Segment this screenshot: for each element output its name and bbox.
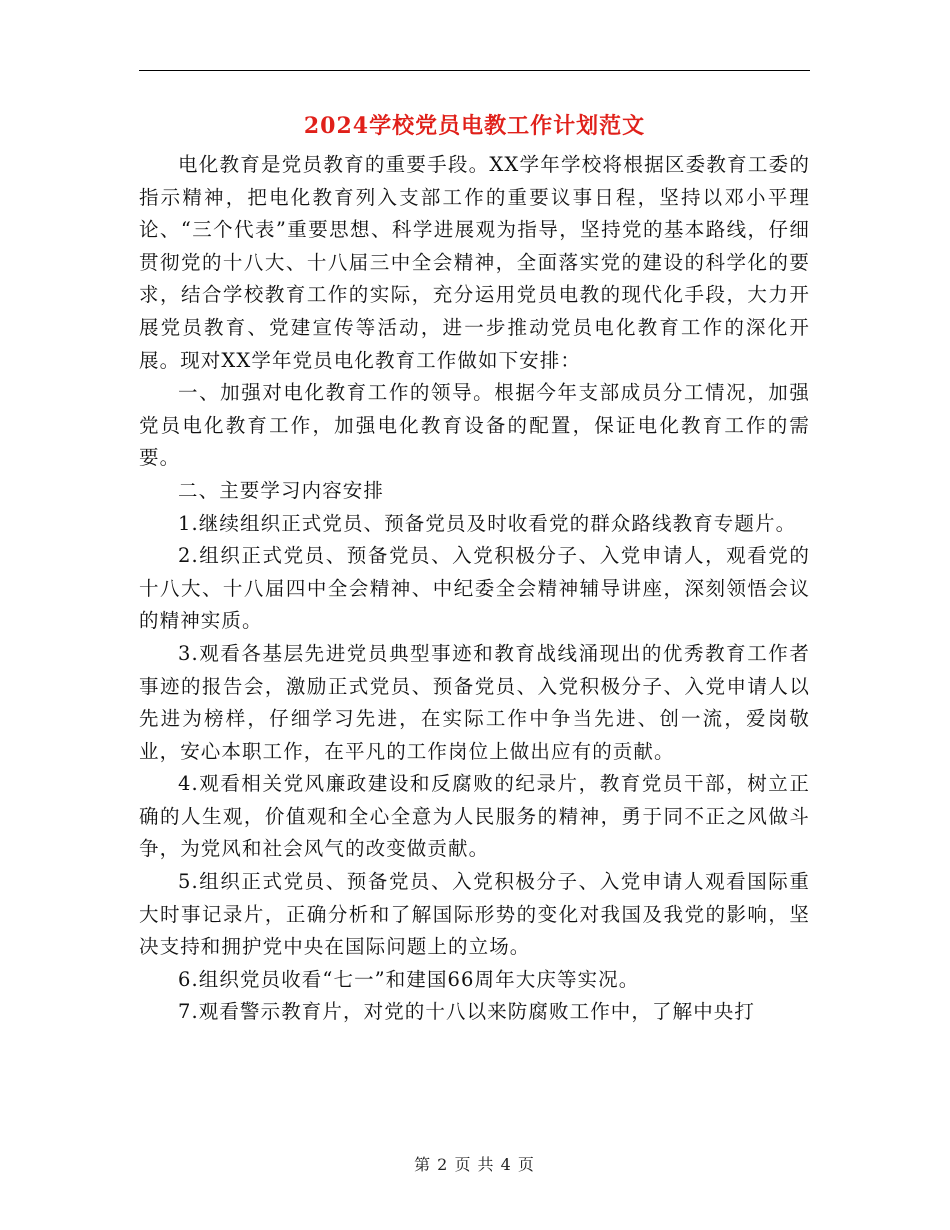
document-body — [139, 149, 810, 1029]
paragraph-item-4: 4.观看相关党风廉政建设和反腐败的纪录片，教育党员干部，树立正确的人生观，价值观和全心全意为人民服务的精神，勇于同不正之风做斗争，为党风和社会风气的改变做贡献。 — [139, 772, 810, 861]
paragraph-section-1: 一、加强对电化教育工作的领导。根据今年支部成员分工情况，加强党员电化教育工作，加强电化教育设备的配置，保证电化教育工作的需要。 — [139, 381, 810, 470]
paragraph-item-3: 3.观看各基层先进党员典型事迹和教育战线涌现出的优秀教育工作者事迹的报告会，激励正式党员、预备党员、入党积极分子、入党申请人以先进为榜样，仔细学习先进，在实际工作中争当先进、创一流，爱岗敬业，安心本职工作，在平凡的工作岗位上做出应有的贡献。 — [139, 641, 810, 763]
paragraph-item-2: 2.组织正式党员、预备党员、入党积极分子、入党申请人，观看党的十八大、十八届四中全会精神、中纪委全会精神辅导讲座，深刻领悟会议的精神实质。 — [139, 544, 810, 633]
paragraph-item-7: 7.观看警示教育片，对党的十八以来防腐败工作中，了解中央打 — [178, 1000, 756, 1024]
paragraph-item-6: 6.组织党员收看“七一”和建国66周年大庆等实况。 — [178, 967, 640, 991]
page-number-footer: 第 2 页 共 4 页 — [414, 1155, 535, 1174]
paragraph-section-2-heading: 二、主要学习内容安排 — [178, 478, 385, 502]
paragraph-intro: 电化教育是党员教育的重要手段。XX学年学校将根据区委教育工委的指示精神，把电化教育列入支部工作的重要议事日程，坚持以邓小平理论、“三个代表”重要思想、科学进展观为指导，坚持党的基本路线，仔细贯彻党的十八大、十八届三中全会精神，全面落实党的建设的科学化的要求，结合学校教育工作的实际，充分运用党员电教的现代化手段，大力开展党员教育、党建宣传等活动，进一步推动党员电化教育工作的深化开展。现对XX学年党员电化教育工作做如下安排： — [139, 153, 810, 372]
document-title: 2024学校党员电教工作计划范文 — [303, 113, 646, 139]
paragraph-item-5: 5.组织正式党员、预备党员、入党积极分子、入党申请人观看国际重大时事记录片，正确分析和了解国际形势的变化对我国及我党的影响，坚决支持和拥护党中央在国际问题上的立场。 — [139, 870, 810, 959]
paragraph-item-1: 1.继续组织正式党员、预备党员及时收看党的群众路线教育专题片。 — [178, 511, 797, 535]
header-rule — [139, 70, 810, 71]
